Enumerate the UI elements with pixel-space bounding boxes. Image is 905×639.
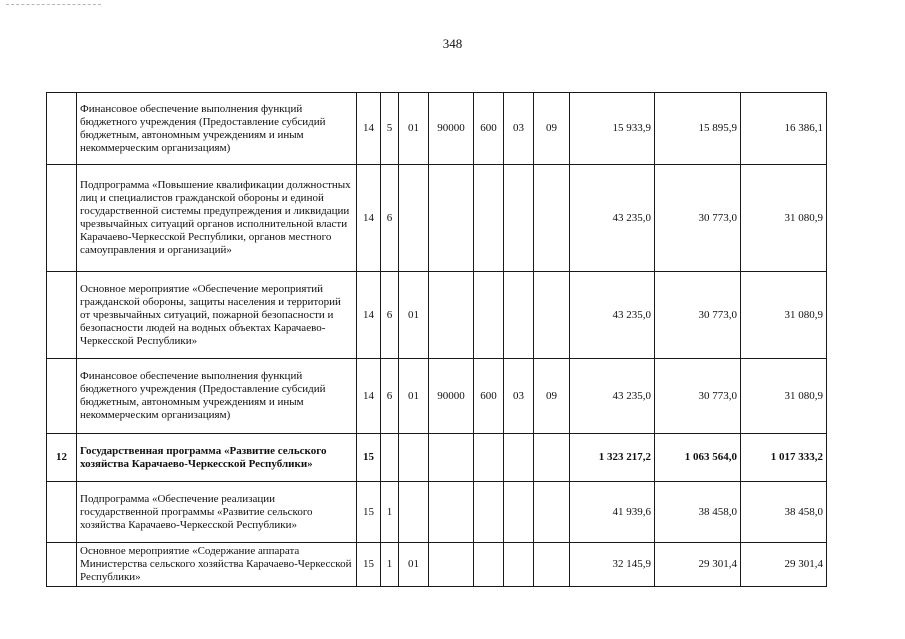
- row-name: Финансовое обеспечение выполнения функций бюджетного учреждения (Предоставление субсидий бюджетным, автономным учреждениям и иным некоммерческим организациям): [77, 93, 357, 165]
- row-name: Основное мероприятие «Содержание аппарата Министерства сельского хозяйства Карачаево-Черкесской Республики»: [77, 543, 357, 587]
- expense-type-code: [474, 165, 504, 272]
- table-row: [47, 543, 827, 587]
- subprogram-code: 6: [381, 165, 399, 272]
- program-code: 14: [357, 165, 381, 272]
- amount-year-3: 1 017 333,2: [741, 434, 827, 482]
- expense-type-code: [474, 272, 504, 359]
- expense-type-code: 600: [474, 93, 504, 165]
- amount-year-2: 30 773,0: [655, 272, 741, 359]
- expense-type-code: [474, 543, 504, 587]
- section-code: 03: [504, 93, 534, 165]
- amount-year-3: 31 080,9: [741, 165, 827, 272]
- amount-year-3: 31 080,9: [741, 272, 827, 359]
- expense-type-code: [474, 482, 504, 543]
- row-name: Финансовое обеспечение выполнения функций бюджетного учреждения (Предоставление субсидий бюджетным, автономным учреждениям и иным некоммерческим организациям): [77, 359, 357, 434]
- subsection-code: 09: [534, 93, 570, 165]
- direction-code: 90000: [429, 93, 474, 165]
- subsection-code: 09: [534, 359, 570, 434]
- event-code: 01: [399, 359, 429, 434]
- direction-code: [429, 272, 474, 359]
- table-row: [47, 482, 827, 543]
- amount-year-1: 32 145,9: [570, 543, 655, 587]
- section-code: [504, 482, 534, 543]
- row-name: Основное мероприятие «Обеспечение мероприятий гражданской обороны, защиты населения и территорий от чрезвычайных ситуаций, пожарной безопасности и безопасности людей на водных объектах Карачаево-Черкесской Республики»: [77, 272, 357, 359]
- amount-year-2: 15 895,9: [655, 93, 741, 165]
- row-number: [47, 272, 77, 359]
- amount-year-2: 29 301,4: [655, 543, 741, 587]
- amount-year-3: 38 458,0: [741, 482, 827, 543]
- amount-year-3: 16 386,1: [741, 93, 827, 165]
- amount-year-1: 43 235,0: [570, 272, 655, 359]
- section-code: [504, 434, 534, 482]
- program-code: 15: [357, 482, 381, 543]
- amount-year-2: 30 773,0: [655, 165, 741, 272]
- subprogram-code: 5: [381, 93, 399, 165]
- row-name: Государственная программа «Развитие сельского хозяйства Карачаево-Черкесской Республики»: [77, 434, 357, 482]
- subprogram-code: 1: [381, 543, 399, 587]
- section-code: 03: [504, 359, 534, 434]
- expense-type-code: 600: [474, 359, 504, 434]
- direction-code: [429, 543, 474, 587]
- subsection-code: [534, 272, 570, 359]
- event-code: [399, 434, 429, 482]
- row-number: [47, 359, 77, 434]
- event-code: [399, 482, 429, 543]
- subsection-code: [534, 165, 570, 272]
- subprogram-code: 1: [381, 482, 399, 543]
- amount-year-1: 41 939,6: [570, 482, 655, 543]
- table-row: [47, 434, 827, 482]
- event-code: 01: [399, 93, 429, 165]
- direction-code: [429, 434, 474, 482]
- page-number: 348: [442, 36, 463, 51]
- event-code: 01: [399, 272, 429, 359]
- scan-artifact-line: [6, 4, 101, 6]
- section-code: [504, 543, 534, 587]
- subsection-code: [534, 543, 570, 587]
- program-code: 15: [357, 434, 381, 482]
- row-name: Подпрограмма «Повышение квалификации должностных лиц и специалистов гражданской обороны и единой государственной системы предупреждения и ликвидации чрезвычайных ситуаций органов исполнительной власти Карачаево-Черкесской Республики, органов местного самоуправления и организаций»: [77, 165, 357, 272]
- row-number: [47, 482, 77, 543]
- row-number: 12: [47, 434, 77, 482]
- section-code: [504, 165, 534, 272]
- subprogram-code: 6: [381, 272, 399, 359]
- subprogram-code: [381, 434, 399, 482]
- amount-year-2: 30 773,0: [655, 359, 741, 434]
- expense-type-code: [474, 434, 504, 482]
- event-code: 01: [399, 543, 429, 587]
- table-row: [47, 272, 827, 359]
- amount-year-3: 29 301,4: [741, 543, 827, 587]
- table-row: [47, 359, 827, 434]
- amount-year-2: 1 063 564,0: [655, 434, 741, 482]
- row-number: [47, 165, 77, 272]
- amount-year-1: 43 235,0: [570, 165, 655, 272]
- program-code: 15: [357, 543, 381, 587]
- amount-year-1: 1 323 217,2: [570, 434, 655, 482]
- direction-code: [429, 165, 474, 272]
- event-code: [399, 165, 429, 272]
- program-code: 14: [357, 93, 381, 165]
- budget-table: [46, 92, 827, 587]
- amount-year-2: 38 458,0: [655, 482, 741, 543]
- subsection-code: [534, 482, 570, 543]
- row-number: [47, 543, 77, 587]
- subsection-code: [534, 434, 570, 482]
- amount-year-1: 15 933,9: [570, 93, 655, 165]
- program-code: 14: [357, 272, 381, 359]
- amount-year-1: 43 235,0: [570, 359, 655, 434]
- row-number: [47, 93, 77, 165]
- table-row: [47, 165, 827, 272]
- subprogram-code: 6: [381, 359, 399, 434]
- amount-year-3: 31 080,9: [741, 359, 827, 434]
- section-code: [504, 272, 534, 359]
- direction-code: 90000: [429, 359, 474, 434]
- table-body: [47, 93, 827, 587]
- table-row: [47, 93, 827, 165]
- program-code: 14: [357, 359, 381, 434]
- row-name: Подпрограмма «Обеспечение реализации государственной программы «Развитие сельского хозяйства Карачаево-Черкесской Республики»: [77, 482, 357, 543]
- direction-code: [429, 482, 474, 543]
